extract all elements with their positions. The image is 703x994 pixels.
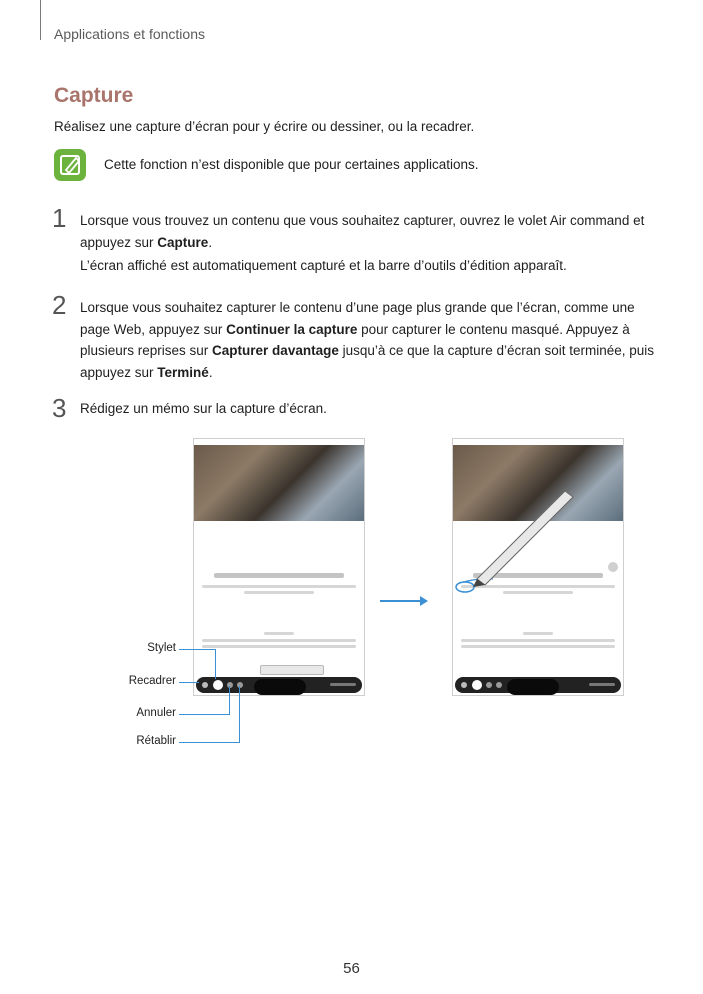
intro-text: Réalisez une capture d’écran pour y écrire ou dessiner, ou la recadrer. bbox=[54, 119, 475, 134]
note-pencil-icon bbox=[54, 149, 86, 181]
callout-line bbox=[179, 742, 239, 743]
header-rule bbox=[40, 0, 41, 40]
step-text: Lorsque vous trouvez un contenu que vous souhaitez capturer, ouvrez le volet Air command et appuyez sur Capture. bbox=[80, 213, 645, 250]
callout-line bbox=[179, 682, 199, 683]
step-text: Lorsque vous souhaitez capturer le contenu d’une page plus grande que l’écran, comme une page Web, appuyez sur Continuer la capture pour capturer le contenu masqué. Appuyez à plusieurs reprises sur Capturer davantage jusqu’à ce que la capture d’écran soit terminée, puis appuyez sur Terminé. bbox=[80, 300, 655, 380]
callout-line bbox=[229, 686, 230, 715]
step-subtext: L’écran affiché est automatiquement capturé et la barre d’outils d’édition apparaît. bbox=[80, 258, 567, 273]
callout-stylet: Stylet bbox=[147, 642, 176, 654]
callout-line bbox=[179, 649, 215, 650]
step-number: 1 bbox=[52, 203, 67, 233]
callout-annuler: Annuler bbox=[136, 707, 176, 719]
callout-line bbox=[179, 714, 229, 715]
callout-line bbox=[215, 649, 216, 679]
arrow-right-icon bbox=[380, 593, 430, 609]
callout-retablir: Rétablir bbox=[136, 735, 176, 747]
step-text: Rédigez un mémo sur la capture d’écran. bbox=[80, 401, 327, 416]
step-number: 2 bbox=[52, 290, 67, 320]
step-number: 3 bbox=[52, 393, 67, 423]
s-pen-drawing bbox=[453, 439, 623, 695]
tablet-screenshot-after bbox=[452, 438, 624, 696]
section-title: Applications et fonctions bbox=[54, 26, 205, 42]
note-text: Cette fonction n’est disponible que pour certaines applications. bbox=[104, 157, 479, 172]
tablet-screenshot-before bbox=[193, 438, 365, 696]
callout-recadrer: Recadrer bbox=[128, 675, 176, 687]
page-number: 56 bbox=[343, 960, 360, 977]
callout-line bbox=[239, 686, 240, 743]
page-title: Capture bbox=[54, 84, 134, 107]
